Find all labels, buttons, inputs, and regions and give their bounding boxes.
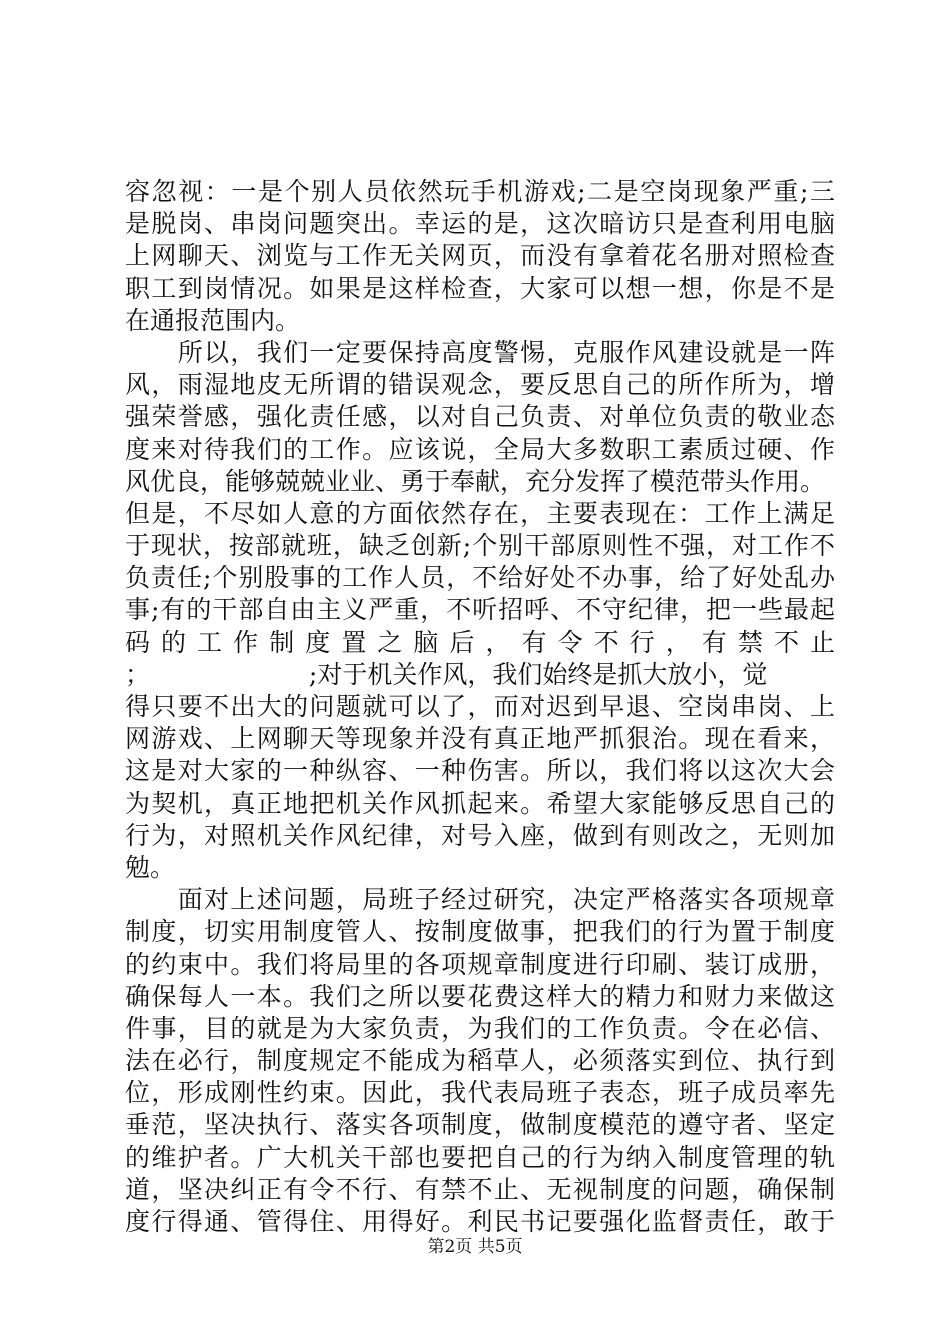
body-text <box>125 176 835 1238</box>
page-number-footer: 第2页 共5页 <box>427 1237 523 1257</box>
text-line: 面对上述问题，局班子经过研究，决定严格落实各项规章 <box>125 885 835 915</box>
text-line: 网游戏、上网聊天等现象并没有真正地严抓狠治。现在看来， <box>125 724 835 754</box>
text-line: 上网聊天、浏览与工作无关网页，而没有拿着花名册对照检查 <box>125 241 835 271</box>
text-line: 是脱岗、串岗问题突出。幸运的是，这次暗访只是查利用电脑 <box>125 209 835 239</box>
text-line: 垂范，坚决执行、落实各项制度，做制度模范的遵守者、坚定 <box>125 1110 835 1140</box>
text-line: 得只要不出大的问题就可以了，而对迟到早退、空岗串岗、上 <box>125 692 835 721</box>
text-line: 强荣誉感，强化责任感，以对自己负责、对单位负责的敬业态 <box>125 402 835 432</box>
text-line: 这是对大家的一种纵容、一种伤害。所以，我们将以这次大会 <box>125 756 835 786</box>
text-line: 道，坚决纠正有令不行、有禁不止、无视制度的问题，确保制 <box>125 1174 835 1204</box>
text-line: 法在必行，制度规定不能成为稻草人，必须落实到位、执行到 <box>125 1046 835 1076</box>
text-line: 负责任;个别股事的工作人员，不给好处不办事，给了好处乱办 <box>125 563 835 593</box>
text-line: 的约束中。我们将局里的各项规章制度进行印刷、装订成册， <box>125 949 835 979</box>
text-line: 但是，不尽如人意的方面依然存在，主要表现在：工作上满足 <box>125 498 835 528</box>
text-line: 的维护者。广大机关干部也要把自己的行为纳入制度管理的轨 <box>125 1142 835 1172</box>
text-line: 行为，对照机关作风纪律，对号入座，做到有则改之，无则加 <box>125 820 835 850</box>
text-line: ； ;对于机关作风，我们始终是抓大放小，觉 <box>125 659 768 689</box>
text-line: 容忽视：一是个别人员依然玩手机游戏;二是空岗现象严重;三 <box>125 177 835 206</box>
text-line: 制度，切实用制度管人、按制度做事，把我们的行为置于制度 <box>125 917 835 947</box>
text-line: 风，雨湿地皮无所谓的错误观念，要反思自己的所作所为，增 <box>125 370 835 400</box>
text-line: 为契机，真正地把机关作风抓起来。希望大家能够反思自己的 <box>125 788 835 818</box>
text-line: 确保每人一本。我们之所以要花费这样大的精力和财力来做这 <box>125 981 835 1011</box>
text-line: 勉。 <box>125 852 176 882</box>
text-line: 事;有的干部自由主义严重，不听招呼、不守纪律，把一些最起 <box>125 595 835 625</box>
text-line: 度行得通、管得住、用得好。利民书记要强化监督责任，敢于 <box>125 1207 835 1236</box>
text-line: 于现状，按部就班，缺乏创新;个别干部原则性不强，对工作不 <box>125 531 835 561</box>
text-line: 所以，我们一定要保持高度警惕，克服作风建设就是一阵 <box>125 337 835 367</box>
text-line: 码 的 工 作 制 度 置 之 脑 后 ， 有 令 不 行 ， 有 禁 不 止 <box>125 627 835 657</box>
text-line: 在通报范围内。 <box>125 305 301 335</box>
text-line: 风优良，能够兢兢业业、勇于奉献，充分发挥了模范带头作用。 <box>125 466 826 496</box>
text-line: 职工到岗情况。如果是这样检查，大家可以想一想，你是不是 <box>125 273 835 303</box>
text-line: 度来对待我们的工作。应该说，全局大多数职工素质过硬、作 <box>125 434 835 464</box>
text-line: 件事，目的就是为大家负责，为我们的工作负责。令在必信、 <box>125 1013 835 1043</box>
text-line: 位，形成刚性约束。因此，我代表局班子表态，班子成员率先 <box>125 1078 835 1108</box>
